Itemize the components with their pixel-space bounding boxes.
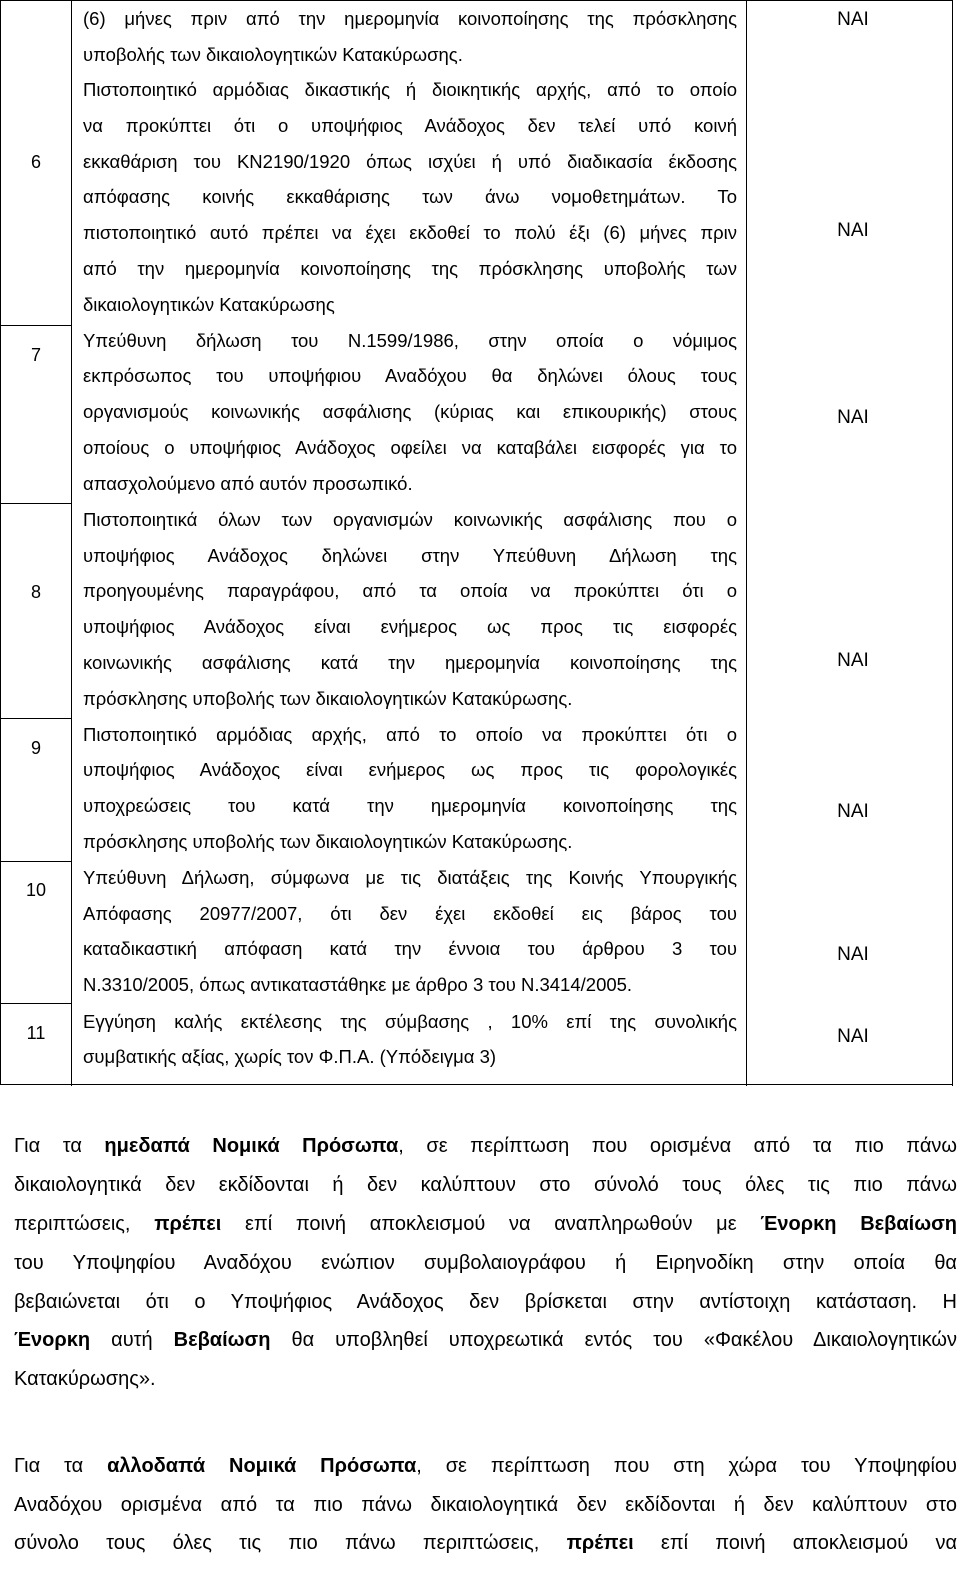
row-number: 7 bbox=[30, 345, 41, 365]
row-text-line: πρόσκλησης υποβολής των δικαιολογητικών Κατακύρωσης. bbox=[83, 831, 573, 852]
row-number: 11 bbox=[26, 1023, 46, 1043]
row-text-line: υποχρεώσεις του κατά την ημερομηνία κοινοποίησης της bbox=[83, 795, 737, 816]
row-text-line: Εγγύηση καλής εκτέλεσης της σύμβασης , 10% επί της συνολικής bbox=[83, 1011, 737, 1032]
row-text-line: Πιστοποιητικά όλων των οργανισμών κοινωνικής ασφάλισης που ο bbox=[83, 509, 737, 530]
row-text-line: Πιστοποιητικό αρμόδιας δικαστικής ή διοικητικής αρχής, από το οποίο bbox=[83, 79, 737, 100]
answer-cell: ΝΑΙ bbox=[837, 650, 869, 671]
row-number: 6 bbox=[30, 152, 41, 172]
row-text-line: εκκαθάριση του ΚΝ2190/1920 όπως ισχύει ή υπό διαδικασία έκδοσης bbox=[83, 151, 737, 172]
row-number: 9 bbox=[30, 738, 41, 758]
row-text-line: υποβολής των δικαιολογητικών Κατακύρωσης. bbox=[83, 44, 463, 65]
row-text-line: προηγουμένης παραγράφου, από τα οποία να προκύπτει ότι ο bbox=[83, 580, 737, 601]
row-text-line: πιστοποιητικό αυτό πρέπει να έχει εκδοθεί το πολύ έξι (6) μήνες πριν bbox=[83, 222, 737, 243]
paragraph-line: σύνολο τους όλες τις πιο πάνω περιπτώσεις, πρέπει επί ποινή αποκλεισμού να bbox=[14, 1532, 957, 1554]
row-text-line: καταδικαστική απόφαση κατά την έννοια του άρθρου 3 του bbox=[83, 938, 737, 959]
answer-cell: ΝΑΙ bbox=[837, 801, 869, 822]
column-divider bbox=[746, 1, 747, 1086]
table-bottom-border bbox=[1, 1084, 953, 1085]
row-text-line: οποίους ο υποψήφιος Ανάδοχος οφείλει να καταβάλει εισφορές για το bbox=[83, 437, 737, 458]
answer-cell: ΝΑΙ bbox=[837, 1026, 869, 1047]
row-divider bbox=[1, 861, 71, 862]
row-text-line: πρόσκλησης υποβολής των δικαιολογητικών Κατακύρωσης. bbox=[83, 688, 573, 709]
row-text-line: απόφασης κοινής εκκαθάρισης των άνω νομοθετημάτων. Το bbox=[83, 186, 737, 207]
paragraph-line: Αναδόχου ορισμένα από τα πιο πάνω δικαιολογητικά δεν εκδίδονται ή δεν καλύπτουν στο bbox=[14, 1494, 957, 1516]
paragraph-line: Για τα αλλοδαπά Νομικά Πρόσωπα, σε περίπτωση που στη χώρα του Υποψηφίου bbox=[14, 1455, 957, 1477]
row-text-line: υποψήφιος Ανάδοχος είναι ενήμερος ως προς τις εισφορές bbox=[83, 616, 737, 637]
paragraph-line: του Υποψηφίου Αναδόχου ενώπιον συμβολαιογράφου ή Ειρηνοδίκη στην οποία θα bbox=[14, 1252, 957, 1274]
paragraph-line: βεβαιώνεται ότι ο Υποψήφιος Ανάδοχος δεν βρίσκεται στην αντίστοιχη κατάσταση. Η bbox=[14, 1291, 957, 1313]
row-text-line: υποψήφιος Ανάδοχος δηλώνει στην Υπεύθυνη Δήλωση της bbox=[83, 545, 737, 566]
row-divider bbox=[1, 718, 71, 719]
row-text-line: συμβατικής αξίας, χωρίς τον Φ.Π.Α. (Υπόδειγμα 3) bbox=[83, 1046, 497, 1067]
row-divider bbox=[1, 503, 71, 504]
row-text-line: απασχολούμενο από αυτόν προσωπικό. bbox=[83, 473, 413, 494]
row-divider bbox=[1, 1003, 71, 1004]
table-right-border bbox=[952, 1, 953, 1086]
row-text-line: δικαιολογητικών Κατακύρωσης bbox=[83, 294, 335, 315]
paragraph-line: Για τα ημεδαπά Νομικά Πρόσωπα, σε περίπτωση που ορισμένα από τα πιο πάνω bbox=[14, 1135, 957, 1157]
row-text-line: να προκύπτει ότι ο υποψήφιος Ανάδοχος δεν τελεί υπό κοινή bbox=[83, 115, 737, 136]
answer-cell: ΝΑΙ bbox=[837, 220, 869, 241]
answer-cell: ΝΑΙ bbox=[837, 9, 869, 30]
row-text-line: Υπεύθυνη Δήλωση, σύμφωνα με τις διατάξεις της Κοινής Υπουργικής bbox=[83, 867, 737, 888]
paragraph-line: Ένορκη αυτή Βεβαίωση θα υποβληθεί υποχρεωτικά εντός του «Φακέλου Δικαιολογητικών bbox=[14, 1329, 957, 1351]
row-text-line: Υπεύθυνη δήλωση του Ν.1599/1986, στην οποία ο νόμιμος bbox=[83, 330, 737, 351]
row-text-line: υποψήφιος Ανάδοχος είναι ενήμερος ως προς τις φορολογικές bbox=[83, 759, 737, 780]
row-number: 10 bbox=[25, 880, 47, 900]
row-text-line: κοινωνικής ασφάλισης κατά την ημερομηνία κοινοποίησης της bbox=[83, 652, 737, 673]
row-text-line: από την ημερομηνία κοινοποίησης της πρόσκλησης υποβολής των bbox=[83, 258, 737, 279]
column-divider bbox=[71, 1, 72, 1086]
paragraph-line: περιπτώσεις, πρέπει επί ποινή αποκλεισμού να αναπληρωθούν με Ένορκη Βεβαίωση bbox=[14, 1213, 957, 1235]
answer-cell: ΝΑΙ bbox=[837, 407, 869, 428]
answer-cell: ΝΑΙ bbox=[837, 944, 869, 965]
row-number: 8 bbox=[30, 582, 41, 602]
paragraph-line: Κατακύρωσης». bbox=[14, 1368, 156, 1390]
row-divider bbox=[1, 325, 71, 326]
row-text-line: Πιστοποιητικό αρμόδιας αρχής, από το οποίο να προκύπτει ότι ο bbox=[83, 724, 737, 745]
row-text-line: εκπρόσωπος του υποψήφιου Αναδόχου θα δηλώνει όλους τους bbox=[83, 365, 737, 386]
row-text-line: Ν.3310/2005, όπως αντικαταστάθηκε με άρθρο 3 του Ν.3414/2005. bbox=[83, 974, 633, 995]
row-text-line: (6) μήνες πριν από την ημερομηνία κοινοποίησης της πρόσκλησης bbox=[83, 8, 737, 29]
row-text-line: Απόφασης 20977/2007, ότι δεν έχει εκδοθεί εις βάρος του bbox=[83, 903, 737, 924]
row-text-line: οργανισμούς κοινωνικής ασφάλισης (κύριας και επικουρικής) στους bbox=[83, 401, 737, 422]
paragraph-line: δικαιολογητικά δεν εκδίδονται ή δεν καλύπτουν στο σύνολό τους όλες τις πιο πάνω bbox=[14, 1174, 957, 1196]
